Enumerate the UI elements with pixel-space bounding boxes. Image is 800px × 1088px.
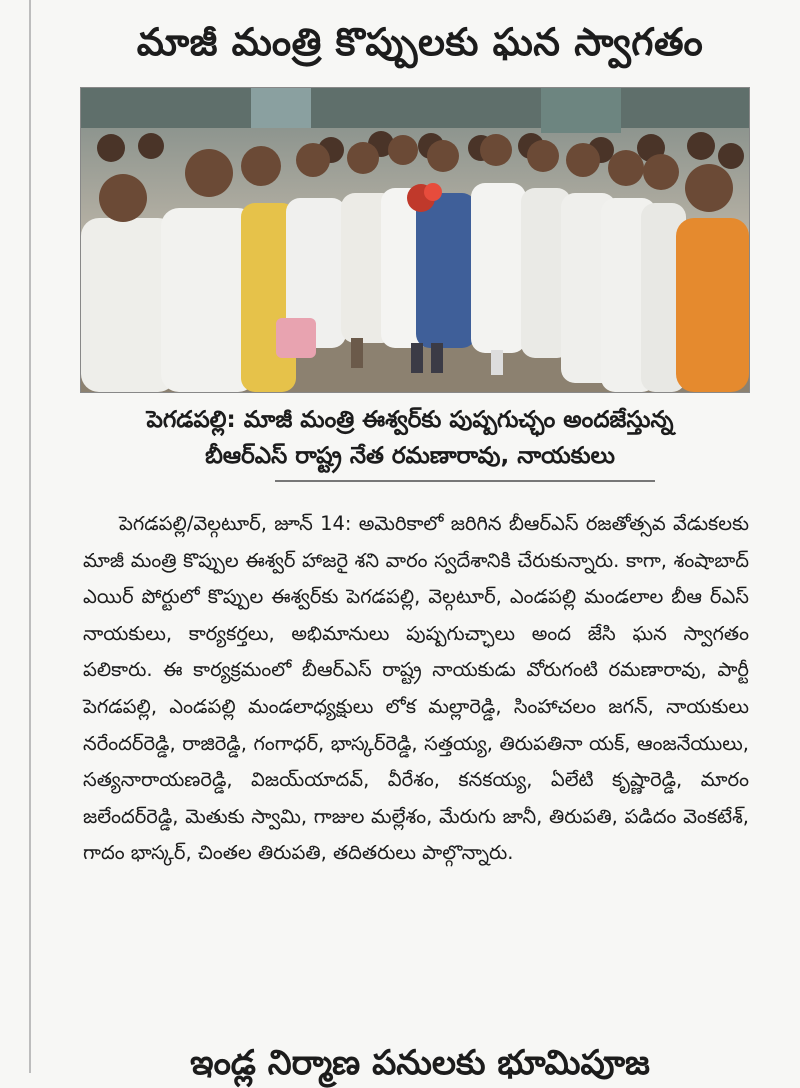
- caption-line-2: బీఆర్ఎస్ రాష్ట్ర నేత రమణారావు, నాయకులు: [205, 443, 615, 469]
- caption-divider: [275, 480, 655, 482]
- next-article-headline: ఇండ్ల నిర్మాణ పనులకు భూమిపూజ: [190, 1043, 650, 1083]
- article-headline: మాజీ మంత్రి కొప్పులకు ఘన స్వాగతం: [136, 20, 704, 64]
- column-divider: [29, 0, 31, 1073]
- article-photo: [80, 87, 750, 393]
- caption-line-1: పెగడపల్లి: మాజీ మంత్రి ఈశ్వర్‌కు పుష్పగుచ్ఛం అందజేస్తున్న: [146, 407, 674, 433]
- article-body: [83, 506, 749, 872]
- photo-caption: [60, 402, 760, 474]
- article-body-paragraph: పెగడపల్లి/వెల్గటూర్, జూన్ 14: అమెరికాలో జరిగిన బీఆర్ఎస్ రజతోత్సవ వేడుకలకు మాజీ మంత్రి కొప్పుల ఈశ్వర్ హాజరై శని వారం స్వదేశానికి చేరుకున్నారు. కాగా, శంషాబాద్ ఎయిర్ పోర్టులో కొప్పుల ఈశ్వర్‌కు పెగడపల్లి, వెల్గటూర్, ఎండపల్లి మండలాల బీఆ ర్ఎస్ నాయకులు, కార్యకర్తలు, అభిమానులు పుష్పగుచ్ఛాలు అంద జేసి ఘన స్వాగతం పలికారు. ఈ కార్యక్రమంలో బీఆర్ఎస్ రాష్ట్ర నాయకుడు వోరుగంటి రమణారావు, పార్టీ పెగడపల్లి, ఎండపల్లి మండలాధ్యక్షులు లోక మల్లారెడ్డి, సింహాచలం జగన్, నాయకులు నరేందర్‌రెడ్డి, రాజిరెడ్డి, గంగాధర్, భాస్కర్‌రెడ్డి, సత్తయ్య, తిరుపతినా యక్, ఆంజనేయులు, సత్యనారాయణరెడ్డి, విజయ్‌యాదవ్, వీరేశం, కనకయ్య, ఏలేటి కృష్ణారెడ్డి, మారం జలేందర్‌రెడ్డి, మెతుకు స్వామి, గాజుల మల్లేశం, మేరుగు జానీ, తిరుపతి, పడిదం వెంకటేశ్, గాదం భాస్కర్, చింతల తిరుపతి, తదితరులు పాల్గొన్నారు.: [83, 512, 749, 865]
